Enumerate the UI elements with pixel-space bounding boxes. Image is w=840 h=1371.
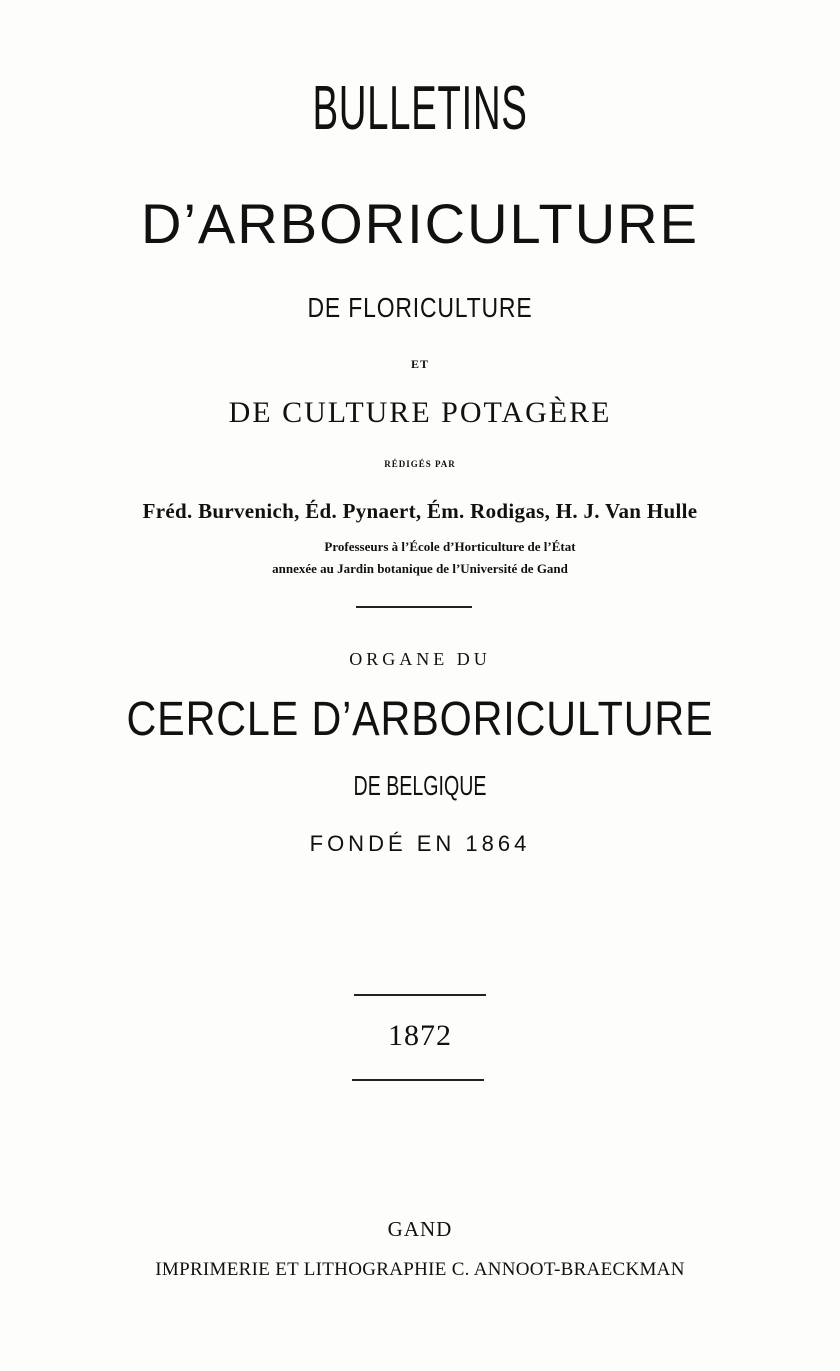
edited-by-label: RÉDIGÉS PAR [384, 459, 456, 469]
title-bulletins: BULLETINS [312, 74, 528, 143]
title-conjunction: ET [410, 357, 429, 371]
publication-city: GAND [387, 1217, 453, 1241]
divider-rule-top [356, 606, 472, 608]
society-country: DE BELGIQUE [353, 770, 487, 801]
title-arboriculture: D’ARBORICULTURE [141, 192, 699, 255]
authors-line: Fréd. Burvenich, Éd. Pynaert, Ém. Rodigas, H. J. Van Hulle [142, 499, 698, 523]
publication-year: 1872 [388, 1019, 452, 1052]
organ-label: ORGANE DU [349, 649, 491, 669]
title-culture-potagere: DE CULTURE POTAGÈRE [228, 396, 612, 429]
divider-rule-year-bottom [352, 1079, 484, 1081]
affiliation-line-1: Professeurs à l’École d’Horticulture de l’État [324, 539, 576, 554]
society-name: CERCLE D’ARBORICULTURE [126, 693, 714, 746]
founded-line: FONDÉ EN 1864 [309, 831, 531, 856]
affiliation-line-2: annexée au Jardin botanique de l’Université de Gand [272, 561, 568, 576]
printer-line: IMPRIMERIE ET LITHOGRAPHIE C. ANNOOT-BRAECKMAN [155, 1259, 685, 1280]
divider-rule-year-top [354, 994, 486, 996]
title-floriculture: DE FLORICULTURE [307, 292, 533, 323]
